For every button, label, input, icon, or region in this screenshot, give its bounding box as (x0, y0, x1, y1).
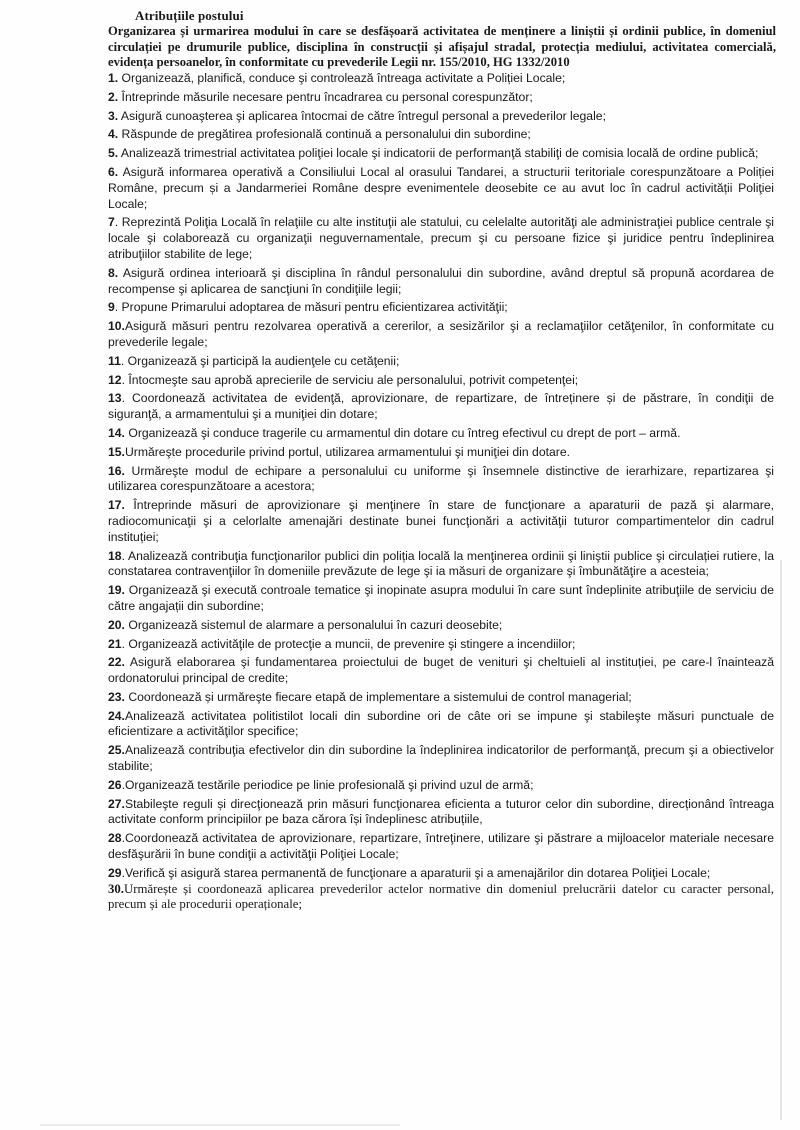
item-number: 24. (108, 708, 125, 723)
item-text: Asigură măsuri pentru rezolvarea operativă a cererilor, a sesizărilor şi a reclamaţiilor cetăţenilor, în conformitate cu prevederile legale; (108, 319, 774, 349)
list-item (108, 637, 774, 653)
list-item (108, 146, 774, 162)
item-number: 2. (108, 89, 119, 104)
list-item (108, 319, 774, 351)
list-item (108, 498, 774, 545)
item-text: Urmăreşte modul de echipare a personalului cu uniforme şi însemnele distinctive de ierarhizare, repartizarea şi utilizarea corespunzătoare a acestora; (108, 463, 774, 494)
list-item (108, 215, 774, 262)
list-item (108, 71, 774, 87)
item-number: 25. (108, 743, 125, 758)
item-number: 22. (108, 655, 125, 670)
item-text: Organizează şi conduce tragerile cu armamentul din dotare cu întreg efectivul cu drept de port – armă. (124, 425, 681, 440)
list-item (108, 549, 774, 581)
item-number: 14. (108, 425, 125, 440)
item-text: Asigură cunoaşterea şi aplicarea întocmai de către întregul personal a prevederilor legale; (118, 108, 606, 123)
list-item (108, 373, 774, 389)
item-number: 20. (108, 617, 125, 632)
item-text: . Coordonează activitatea de evidenţă, aprovizionare, de repartizare, de întreținere și de păstrare, în condiţii de siguranţă, a armamentului şi a muniţiei din dotare; (108, 391, 774, 422)
item-text: Stabileşte reguli și direcţionează prin măsuri funcţionarea eficienta a tuturor celor din subordine, direcționând întreaga activitate conform principiilor pe baza cărora își îndeplinesc atribuțiile, (108, 796, 774, 827)
item-text: . Organizează activităţile de protecţie a muncii, de prevenire şi stingere a incendiilor; (121, 636, 576, 651)
item-text: Organizează, planifică, conduce şi controlează întreaga activitate a Poliției Locale; (118, 71, 566, 85)
list-item (108, 709, 774, 741)
item-text: Organizează sistemul de alarmare a personalului în cazuri deosebite; (124, 617, 503, 632)
item-number: 13 (108, 391, 122, 406)
document-title: Atribuțiile postului (135, 8, 244, 23)
item-number: 17. (108, 498, 125, 513)
item-text: Întreprinde măsuri de aprovizionare şi menţinere în stare de funcţionare a aparaturii de pază şi alarmare, radiocomunicaţii şi a celorlalte amenajări destinate bunei funcţionări a activităţii tuturor compartimentelor din cadrul instituției; (108, 498, 774, 544)
item-number: 18 (108, 548, 122, 563)
item-number: 28 (108, 831, 122, 846)
item-text: . Organizează şi participă la audienţele cu cetăţenii; (120, 353, 400, 368)
item-text: .Organizează testările periodice pe linie profesională şi privind uzul de armă; (121, 777, 534, 792)
list-item (108, 266, 774, 298)
item-number: 4. (108, 127, 119, 142)
list-item (108, 300, 774, 316)
item-number: 9 (108, 300, 115, 315)
item-number: 6. (108, 164, 119, 179)
list-item (108, 354, 774, 370)
item-text: Analizează contribuţia efectivelor din din subordine la îndeplinirea indicatorilor de performanţă, precum şi a obiectivelor stabilite; (108, 743, 774, 774)
item-number: 27. (108, 796, 125, 811)
item-number: 23. (108, 689, 125, 704)
item-number: 10. (108, 319, 125, 334)
item-number: 21 (108, 636, 122, 651)
item-text: Răspunde de pregătirea profesională continuă a personalului din subordine; (118, 127, 531, 142)
item-text: Organizează şi execută controale tematice şi inopinate asupra modului în care sunt îndeplinite atribuţiile de serviciu de către angajații din subordine; (108, 583, 774, 613)
list-item (108, 445, 774, 461)
item-number: 12 (108, 372, 122, 387)
item-number: 19. (108, 583, 125, 598)
list-item (108, 109, 774, 125)
item-text: . Propune Primarului adoptarea de măsuri pentru eficientizarea activităţii; (114, 300, 508, 315)
item-text: .Coordonează activitatea de aprovizionare, repartizare, întreţinere, utilizare şi păstrare a mijloacelor materiale necesare desfăşurării în bune condiţii a activităţii Poliţiei Locale; (108, 831, 774, 862)
list-item (108, 778, 774, 794)
item-number: 3. (108, 108, 119, 123)
item-text: Coordonează și urmăreşte fiecare etapă de implementare a sistemului de control managerial; (124, 689, 632, 704)
list-item (108, 655, 774, 687)
list-item (108, 866, 774, 882)
list-item (108, 583, 774, 615)
item-number: 7 (108, 215, 115, 230)
item-number: 30. (108, 881, 124, 896)
item-text: . Reprezintă Poliţia Locală în relaţiile cu alte instituţii ale statului, cu celelalte autorităţi ale administraţiei publice centrale şi locale şi colaborează cu organizaţii neguvernamentale, precum şi cu persoane fizice şi juridice pentru îndeplinirea atribuţiilor stabilite de lege; (108, 215, 774, 261)
list-item (108, 464, 774, 496)
item-text: Urmărește și coordonează aplicarea prevederilor actelor normative din domeniul prelucrării datelor cu caracter personal, precum și ale procedurii operaționale; (108, 881, 774, 912)
list-item (108, 882, 774, 914)
list-item (108, 90, 774, 106)
item-number: 11 (108, 353, 121, 368)
item-text: Urmăreşte procedurile privind portul, utilizarea armamentului şi muniţiei din dotare. (124, 444, 570, 459)
list-item (108, 690, 774, 706)
item-text: . Întocmeşte sau aprobă aprecierile de serviciu ale personalului, potrivit competenţei; (121, 372, 579, 387)
list-item (108, 426, 774, 442)
item-text: . Analizează contribuţia funcţionarilor publici din poliția locală la menţinerea ordinii şi liniştii publice şi circulației rutiere, la constatarea contravenţiilor în domeniile prevăzute de lege şi ia măsuri de organizare şi îmbunătăţire a acesteia; (108, 548, 774, 579)
list-item (108, 391, 774, 423)
item-number: 8. (108, 265, 119, 280)
document-intro: Organizarea și urmarirea modului în care se desfășoară activitatea de menținere a liniștii și ordinii publice, în domeniul circulației pe drumurile publice, disciplina în construcții și afișajul stradal, protecția mediului, activitatea comercială, evidența persoanelor, în conformitate cu prevederile Legii nr. 155/2010, HG 1332/2010 (108, 24, 776, 69)
item-number: 15. (108, 444, 125, 459)
list-item (108, 618, 774, 634)
item-number: 26 (108, 777, 122, 792)
list-item (108, 165, 774, 212)
item-number: 16. (108, 463, 125, 478)
item-text: Analizează activitatea politistilot locali din subordine ori de câte ori se impune şi stabileşte măsuri punctuale de eficientizare a activităţilor specifice; (108, 708, 774, 739)
scan-bottom-shadow (40, 1124, 400, 1126)
item-text: .Verifică şi asigură starea permanentă de funcţionare a aparaturii şi a amenajărilor din dotarea Poliţiei Locale; (121, 865, 711, 880)
list-item (108, 831, 774, 863)
list-item (108, 127, 774, 143)
list-item (108, 797, 774, 829)
item-number: 5. (108, 146, 119, 161)
item-number: 1. (108, 71, 119, 85)
item-text: Analizează trimestrial activitatea poliţiei locale şi indicatorii de performanţă stabiliţi de comisia locală de ordine publică; (118, 146, 759, 161)
item-text: Asigură elaborarea şi fundamentarea proiectului de buget de venituri şi cheltuieli al instituției, pe care-l înaintează ordonatorului principal de credite; (108, 655, 774, 686)
item-text: Asigură informarea operativă a Consiliului Local al orasului Tandarei, a structurii teritoriale corespunzătoare a Poliției Române, precum și a Jandarmeriei Române despre evenimentele deosebite ce au avut loc în cadrul activității Poliţiei Locale; (108, 164, 774, 211)
scan-edge-shadow (780, 560, 782, 1120)
duties-list (108, 71, 774, 913)
item-text: Asigură ordinea interioară şi disciplina în rândul personalului din subordine, având dreptul să propună acordarea de recompense şi aplicarea de sancţiuni în condiţiile legii; (108, 265, 774, 296)
item-text: Întreprinde măsurile necesare pentru încadrarea cu personal corespunzător; (118, 89, 533, 104)
list-item (108, 743, 774, 775)
item-number: 29 (108, 865, 122, 880)
